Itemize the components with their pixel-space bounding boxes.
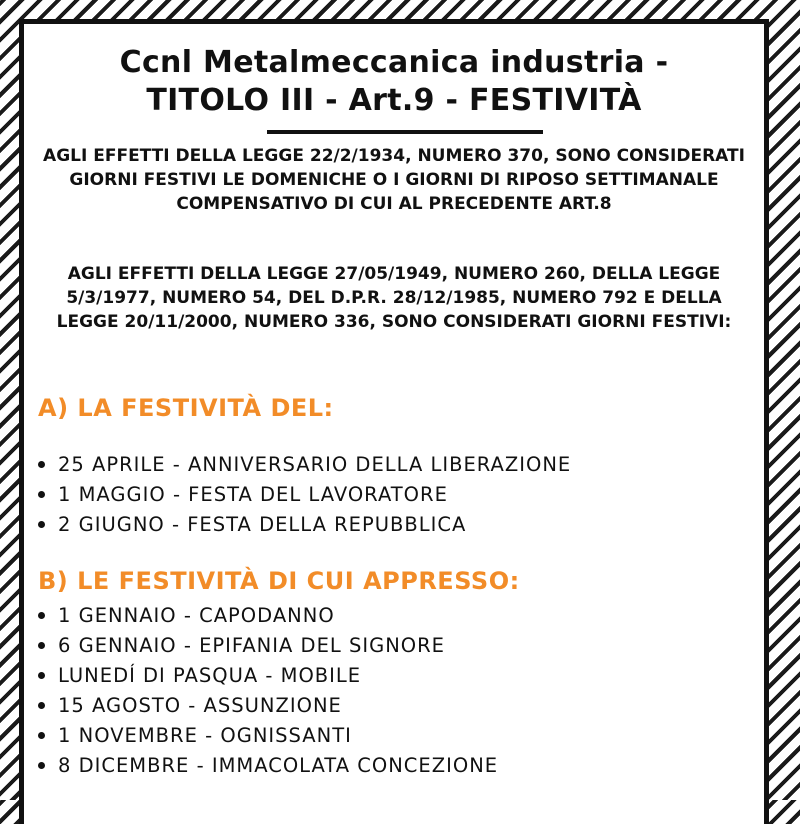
intro-paragraph: AGLI EFFETTI DELLA LEGGE 22/2/1934, NUMERO 370, SONO CONSIDERATI GIORNI FESTIVI LE DOMENICHE O I GIORNI DI RIPOSO SETTIMANALE COMPENSATIVO DI CUI AL PRECEDENTE ART.8 <box>43 146 745 214</box>
bullet-icon <box>38 461 45 468</box>
list-item <box>38 600 498 630</box>
list-item-label: 15 AGOSTO - ASSUNZIONE <box>58 693 342 717</box>
section-b-list <box>38 600 498 780</box>
title-line-1: Ccnl Metalmeccanica industria - <box>119 45 669 80</box>
document-title <box>24 44 764 120</box>
section-a-heading: A) LA FESTIVITÀ DEL: <box>38 394 334 422</box>
section-a-list <box>38 449 571 539</box>
list-item <box>38 630 498 660</box>
section-b-heading: B) LE FESTIVITÀ DI CUI APPRESSO: <box>38 567 520 595</box>
bullet-icon <box>38 762 45 769</box>
list-item <box>38 720 498 750</box>
document-card <box>19 19 769 824</box>
list-item-label: 8 DICEMBRE - IMMACOLATA CONCEZIONE <box>58 753 499 777</box>
bullet-icon <box>38 702 45 709</box>
title-line-2: TITOLO III - Art.9 - FESTIVITÀ <box>146 83 642 118</box>
list-item <box>38 690 498 720</box>
list-item <box>38 750 498 780</box>
list-item-label: 6 GENNAIO - EPIFANIA DEL SIGNORE <box>58 633 445 657</box>
list-item <box>38 449 571 479</box>
bullet-icon <box>38 732 45 739</box>
title-divider <box>267 130 543 134</box>
legal-paragraph: AGLI EFFETTI DELLA LEGGE 27/05/1949, NUMERO 260, DELLA LEGGE 5/3/1977, NUMERO 54, DEL D.P.R. 28/12/1985, NUMERO 792 E DELLA LEGGE 20/11/2000, NUMERO 336, SONO CONSIDERATI GIORNI FESTIVI: <box>56 264 732 332</box>
bullet-icon <box>38 642 45 649</box>
list-item <box>38 660 498 690</box>
bullet-icon <box>38 521 45 528</box>
list-item-label: 1 NOVEMBRE - OGNISSANTI <box>58 723 352 747</box>
bullet-icon <box>38 672 45 679</box>
list-item-label: 2 GIUGNO - FESTA DELLA REPUBBLICA <box>58 512 467 536</box>
list-item-label: LUNEDÍ DI PASQUA - MOBILE <box>58 663 362 687</box>
list-item <box>38 509 571 539</box>
list-item-label: 1 MAGGIO - FESTA DEL LAVORATORE <box>58 482 448 506</box>
list-item <box>38 479 571 509</box>
list-item-label: 25 APRILE - ANNIVERSARIO DELLA LIBERAZIONE <box>58 452 572 476</box>
bullet-icon <box>38 491 45 498</box>
list-item-label: 1 GENNAIO - CAPODANNO <box>58 603 335 627</box>
bullet-icon <box>38 612 45 619</box>
